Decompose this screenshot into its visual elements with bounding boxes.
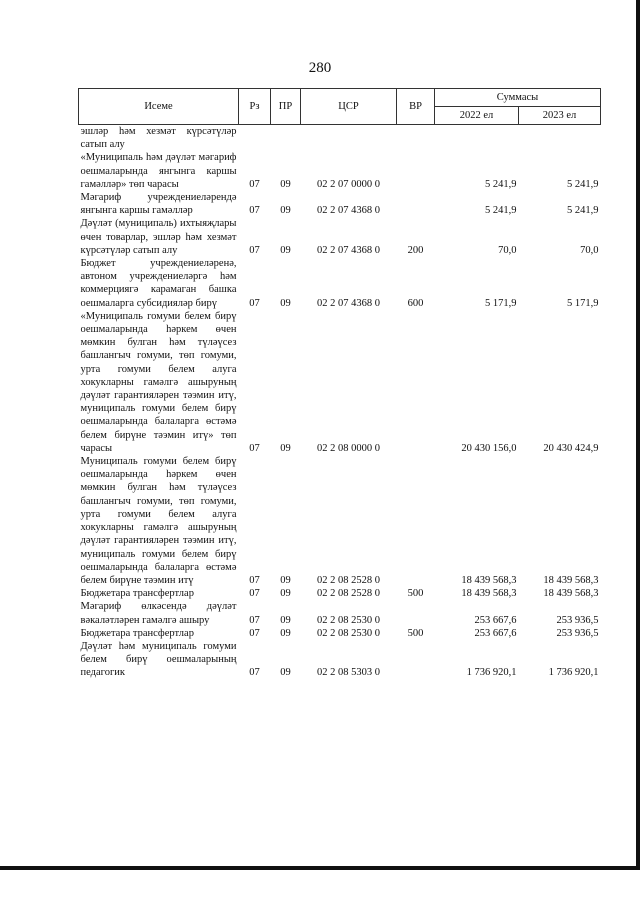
table-row (79, 587, 601, 600)
budget-table (78, 88, 601, 680)
row-vr: 500 (407, 588, 424, 600)
row-vr (397, 600, 435, 626)
row-pr: 09 (280, 614, 291, 626)
table-row (79, 191, 601, 217)
row-csr: 02 2 08 2528 0 (317, 588, 380, 600)
row-pr: 09 (280, 667, 291, 679)
table-row (79, 627, 601, 640)
row-name: «Муниципаль һәм дәүләт мәгариф оешмаларында янгынга каршы гамәлләр» төп чарасы (80, 152, 237, 190)
row-csr: 02 2 08 2530 0 (317, 614, 380, 626)
row-name: эшләр һәм хезмәт күрсәтүләр сатып алу (80, 126, 237, 151)
row-vr (397, 191, 435, 217)
row-rz: 07 (249, 667, 260, 679)
row-pr: 09 (280, 297, 291, 309)
header-vr: ВР (397, 89, 435, 125)
row-rz: 07 (249, 244, 260, 256)
row-vr: 600 (407, 297, 424, 309)
table-row (79, 151, 601, 191)
row-sum-2022: 18 439 568,3 (461, 588, 517, 600)
row-vr (397, 125, 435, 152)
row-name: Бюджет учреждениеләренә, автоном учреждениеләргә һәм коммерциягә карамаган башка оешмаларга субсидияләр бирү (80, 258, 237, 309)
row-sum-2022: 5 241,9 (485, 178, 517, 190)
row-vr (397, 640, 435, 680)
table-row (79, 455, 601, 587)
row-pr: 09 (280, 205, 291, 217)
row-rz: 07 (249, 627, 260, 639)
row-sum-2023: 253 936,5 (556, 614, 599, 626)
row-name: Бюджетара трансфертлар (80, 588, 194, 600)
row-sum-2022: 18 439 568,3 (461, 574, 517, 586)
row-pr: 09 (280, 244, 291, 256)
row-rz: 07 (249, 614, 260, 626)
row-csr: 02 2 07 0000 0 (317, 178, 380, 190)
row-sum-2022: 1 736 920,1 (466, 667, 517, 679)
header-csr: ЦСР (301, 89, 397, 125)
row-name: Дәүләт (муниципаль) ихтыяҗлары өчен товарлар, эшләр һәм хезмәт күрсәтүләр сатып алу (80, 218, 237, 256)
right-border (636, 0, 640, 870)
row-csr: 02 2 08 0000 0 (317, 442, 380, 454)
row-rz: 07 (249, 297, 260, 309)
header-pr: ПР (271, 89, 301, 125)
row-sum-2022: 5 171,9 (485, 297, 517, 309)
row-pr (271, 125, 301, 152)
row-name: Мәгариф учреждениеләрендә янгынга каршы гамәлләр (80, 192, 237, 217)
row-pr: 09 (280, 588, 291, 600)
row-rz: 07 (249, 442, 260, 454)
row-rz: 07 (249, 178, 260, 190)
header-2023: 2023 ел (519, 107, 601, 125)
row-name: Дәүләт һәм муниципаль гомуми белем бирү оешмаларының педагогик (80, 640, 237, 679)
row-vr (397, 151, 435, 191)
header-row (79, 89, 601, 107)
row-csr: 02 2 08 5303 0 (317, 667, 380, 679)
row-sum-2022: 70,0 (498, 244, 517, 256)
table-row (79, 257, 601, 310)
row-vr (397, 310, 435, 455)
table-row (79, 125, 601, 152)
row-sum-2022: 253 667,6 (474, 614, 517, 626)
row-sum-2022 (435, 125, 519, 152)
row-pr: 09 (280, 574, 291, 586)
header-rz: Рз (239, 89, 271, 125)
row-csr: 02 2 07 4368 0 (317, 244, 380, 256)
row-csr: 02 2 08 2528 0 (317, 574, 380, 586)
row-sum-2023: 1 736 920,1 (548, 667, 599, 679)
row-sum-2023: 253 936,5 (556, 627, 599, 639)
row-sum-2023: 18 439 568,3 (543, 574, 599, 586)
row-rz: 07 (249, 205, 260, 217)
row-sum-2022: 253 667,6 (474, 627, 517, 639)
row-sum-2023: 5 241,9 (567, 178, 599, 190)
row-sum-2023: 18 439 568,3 (543, 588, 599, 600)
bottom-border (0, 866, 640, 870)
row-sum-2022: 5 241,9 (485, 205, 517, 217)
row-rz: 07 (249, 574, 260, 586)
row-sum-2023: 20 430 424,9 (543, 442, 599, 454)
row-sum-2023: 5 171,9 (567, 297, 599, 309)
row-rz: 07 (249, 588, 260, 600)
row-pr: 09 (280, 442, 291, 454)
row-csr: 02 2 07 4368 0 (317, 297, 380, 309)
table-row (79, 310, 601, 455)
row-csr (301, 125, 397, 152)
row-name: Муниципаль гомуми белем бирү оешмаларында һәркем өчен мөмкин булган һәм түләүсез башлангыч гомуми, төп гомуми, урта гомуми белем алуга хокукларны гамәлгә ашыруның дәүләт гарантияләрен тәэмин итү, муниципаль гомуми белем бирү оешмаларында балаларга өстәмә белем бирүне тәэмин итү (80, 456, 237, 586)
row-name: Мәгариф өлкәсендә дәүләт вәкаләтләрен гамәлгә ашыру (80, 601, 237, 626)
row-name: Бюджетара трансфертлар (80, 627, 194, 639)
row-sum-2023: 5 241,9 (567, 205, 599, 217)
table-row (79, 600, 601, 626)
row-sum-2022: 20 430 156,0 (461, 442, 517, 454)
header-name: Исеме (79, 89, 239, 125)
table-row (79, 217, 601, 257)
row-pr: 09 (280, 178, 291, 190)
row-sum-2023 (519, 125, 601, 152)
table-row (79, 640, 601, 680)
header-2022: 2022 ел (435, 107, 519, 125)
page-number: 280 (308, 60, 332, 76)
row-name: «Муниципаль гомуми белем бирү оешмаларында һәркем өчен мөмкин булган һәм түләүсез башлангыч гомуми, төп гомуми, урта гомуми белем алуга хокукларны гамәлгә ашыруның дәүләт гарантияләрен тәэмин итү, муниципаль гомуми белем бирү оешмаларында балаларга өстәмә белем бирүне тәэмин итү» төп чарасы (80, 310, 237, 454)
header-sums: Суммасы (435, 89, 601, 107)
row-vr: 200 (407, 244, 424, 256)
row-csr: 02 2 07 4368 0 (317, 205, 380, 217)
row-sum-2023: 70,0 (580, 244, 599, 256)
row-csr: 02 2 08 2530 0 (317, 627, 380, 639)
row-vr (397, 455, 435, 587)
row-vr: 500 (407, 627, 424, 639)
row-pr: 09 (280, 627, 291, 639)
table-body (79, 125, 601, 680)
row-rz (239, 125, 271, 152)
